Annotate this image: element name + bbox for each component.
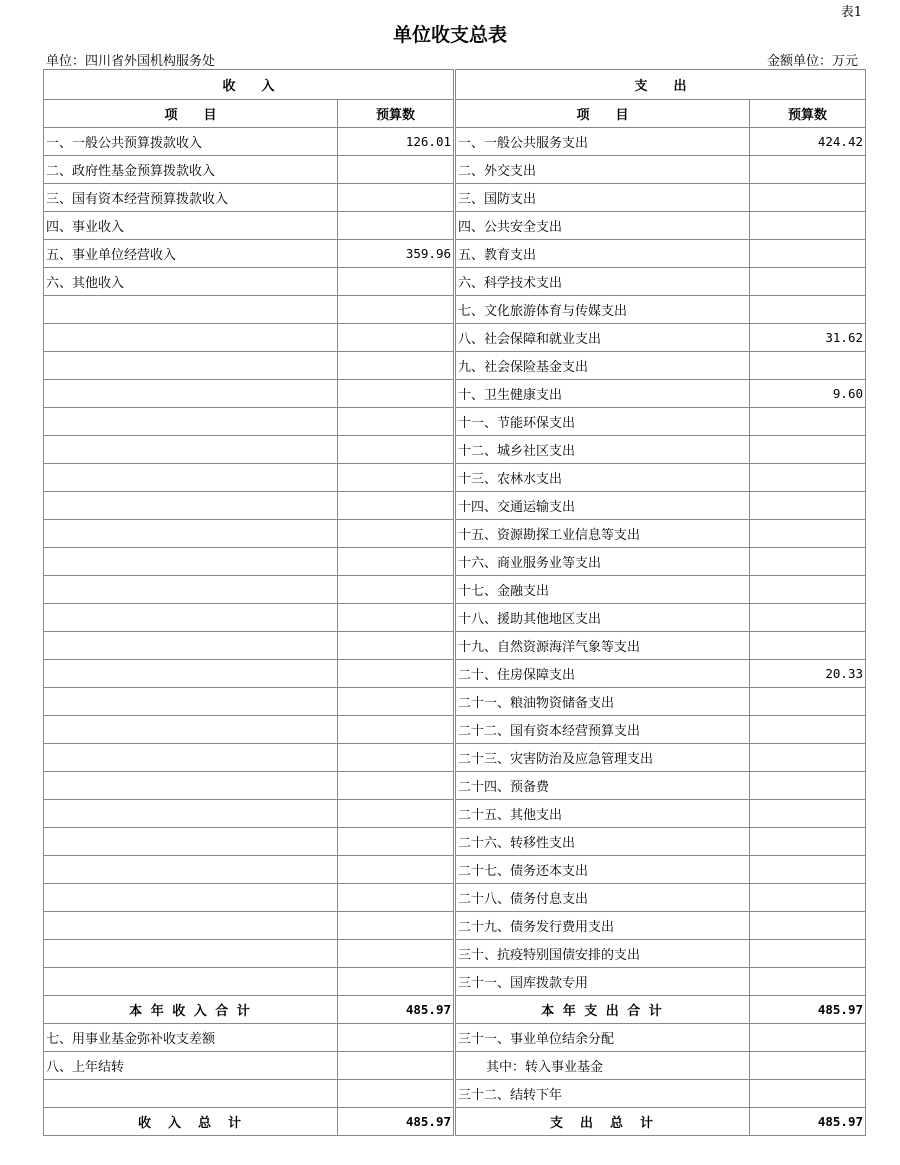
income-row [44, 856, 454, 884]
expense-row [456, 352, 866, 380]
income-table [43, 69, 454, 1136]
income-extra-row-item: 八、上年结转 [44, 1052, 338, 1080]
income-row-item [44, 520, 338, 548]
expense-row-item: 二十九、债务发行费用支出 [456, 912, 750, 940]
income-row-value [338, 520, 454, 548]
income-year-total-item: 本 年 收 入 合 计 [44, 996, 338, 1024]
expense-row [456, 912, 866, 940]
income-row-value [338, 716, 454, 744]
expense-row-item: 十四、交通运输支出 [456, 492, 750, 520]
expense-row-item: 十二、城乡社区支出 [456, 436, 750, 464]
income-row-value [338, 408, 454, 436]
expense-row-item: 九、社会保险基金支出 [456, 352, 750, 380]
income-row-item [44, 716, 338, 744]
income-row-item [44, 352, 338, 380]
income-row [44, 184, 454, 212]
income-row [44, 324, 454, 352]
income-row-item: 三、国有资本经营预算拨款收入 [44, 184, 338, 212]
expense-row-item: 二十三、灾害防治及应急管理支出 [456, 744, 750, 772]
expense-extra-row-item: 三十一、事业单位结余分配 [456, 1024, 750, 1052]
income-row [44, 464, 454, 492]
income-row-value [338, 436, 454, 464]
income-row [44, 352, 454, 380]
expense-row-item: 十三、农林水支出 [456, 464, 750, 492]
expense-grand-total-value: 485.97 [750, 1108, 866, 1136]
expense-row-item: 十一、节能环保支出 [456, 408, 750, 436]
income-row [44, 268, 454, 296]
expense-row [456, 884, 866, 912]
expense-row-value [750, 744, 866, 772]
expense-row-item: 二十六、转移性支出 [456, 828, 750, 856]
expense-row-value [750, 240, 866, 268]
expense-row [456, 324, 866, 352]
expense-extra-row [456, 1080, 866, 1108]
expense-row [456, 660, 866, 688]
expense-year-total-item: 本 年 支 出 合 计 [456, 996, 750, 1024]
expense-half [455, 69, 865, 1136]
income-row [44, 548, 454, 576]
expense-row-item: 十九、自然资源海洋气象等支出 [456, 632, 750, 660]
income-row-value [338, 380, 454, 408]
expense-row-value [750, 156, 866, 184]
expense-row-value [750, 352, 866, 380]
expense-section-header: 支 出 [456, 70, 866, 100]
expense-col-budget: 预算数 [750, 100, 866, 128]
income-row-item [44, 828, 338, 856]
expense-row-value [750, 604, 866, 632]
expense-row-item: 二、外交支出 [456, 156, 750, 184]
income-row [44, 212, 454, 240]
expense-row [456, 520, 866, 548]
income-row-item: 二、政府性基金预算拨款收入 [44, 156, 338, 184]
income-row [44, 940, 454, 968]
income-row-value [338, 492, 454, 520]
income-row-item [44, 464, 338, 492]
income-row-value [338, 968, 454, 996]
income-row-item [44, 856, 338, 884]
expense-row [456, 632, 866, 660]
income-row-item [44, 772, 338, 800]
expense-row-item: 二十五、其他支出 [456, 800, 750, 828]
income-row [44, 884, 454, 912]
expense-row-value [750, 912, 866, 940]
income-row-item [44, 968, 338, 996]
income-row-item [44, 436, 338, 464]
expense-row-value [750, 772, 866, 800]
income-extra-row-item [44, 1080, 338, 1108]
income-grand-total [44, 1108, 454, 1136]
page-title: 单位收支总表 [392, 24, 507, 46]
expense-row [456, 212, 866, 240]
income-row-item [44, 492, 338, 520]
income-row-value: 359.96 [338, 240, 454, 268]
expense-row-value [750, 632, 866, 660]
expense-row [456, 492, 866, 520]
expense-row [456, 380, 866, 408]
expense-row [456, 828, 866, 856]
income-row-item [44, 912, 338, 940]
income-row-item [44, 296, 338, 324]
expense-row-item: 三十、抗疫特别国债安排的支出 [456, 940, 750, 968]
expense-year-total [456, 996, 866, 1024]
expense-row-value: 20.33 [750, 660, 866, 688]
income-row [44, 632, 454, 660]
expense-row-value [750, 520, 866, 548]
income-row-item [44, 688, 338, 716]
income-row-value [338, 296, 454, 324]
income-row-value [338, 828, 454, 856]
expense-row [456, 128, 866, 156]
expense-row [456, 940, 866, 968]
expense-row-item: 十八、援助其他地区支出 [456, 604, 750, 632]
income-row-value [338, 324, 454, 352]
income-extra-row [44, 1024, 454, 1052]
income-row-item [44, 604, 338, 632]
expense-row-value [750, 856, 866, 884]
expense-row-value [750, 968, 866, 996]
income-row-item [44, 408, 338, 436]
income-col-item: 项 目 [44, 100, 338, 128]
income-row-value [338, 772, 454, 800]
income-row-value [338, 660, 454, 688]
expense-row [456, 688, 866, 716]
expense-row-item: 十六、商业服务业等支出 [456, 548, 750, 576]
expense-row-item: 一、一般公共服务支出 [456, 128, 750, 156]
income-row-value [338, 744, 454, 772]
income-row [44, 660, 454, 688]
income-row-value [338, 576, 454, 604]
income-extra-row-item: 七、用事业基金弥补收支差额 [44, 1024, 338, 1052]
income-row-item [44, 660, 338, 688]
income-row-item [44, 324, 338, 352]
expense-row [456, 296, 866, 324]
expense-row [456, 576, 866, 604]
expense-grand-total-item: 支 出 总 计 [456, 1108, 750, 1136]
expense-row-value: 424.42 [750, 128, 866, 156]
expense-row [456, 268, 866, 296]
expense-row-value [750, 268, 866, 296]
expense-row-item: 二十八、债务付息支出 [456, 884, 750, 912]
expense-table [455, 69, 866, 1136]
income-row [44, 296, 454, 324]
expense-extra-row-value [750, 1024, 866, 1052]
income-extra-row-value [338, 1080, 454, 1108]
expense-row-value [750, 548, 866, 576]
expense-row-value [750, 800, 866, 828]
income-row-value [338, 352, 454, 380]
income-row [44, 772, 454, 800]
expense-row [456, 464, 866, 492]
expense-row-value [750, 716, 866, 744]
expense-row-value [750, 940, 866, 968]
income-row [44, 744, 454, 772]
income-row [44, 968, 454, 996]
unit-label: 单位：四川省外国机构服务处 [46, 54, 216, 69]
income-row-item [44, 632, 338, 660]
expense-row-value [750, 212, 866, 240]
expense-row-value [750, 828, 866, 856]
income-row-item [44, 744, 338, 772]
income-row-value: 126.01 [338, 128, 454, 156]
income-row [44, 716, 454, 744]
income-row-item: 六、其他收入 [44, 268, 338, 296]
expense-row [456, 240, 866, 268]
expense-row-value: 31.62 [750, 324, 866, 352]
expense-row-item: 四、公共安全支出 [456, 212, 750, 240]
income-row [44, 156, 454, 184]
expense-row [456, 772, 866, 800]
expense-col-item: 项 目 [456, 100, 750, 128]
income-section-header: 收 入 [44, 70, 454, 100]
income-extra-row [44, 1052, 454, 1080]
income-row-item [44, 380, 338, 408]
income-row-value [338, 856, 454, 884]
expense-row-value: 9.60 [750, 380, 866, 408]
income-row-value [338, 156, 454, 184]
income-grand-total-value: 485.97 [338, 1108, 454, 1136]
expense-extra-row-value [750, 1052, 866, 1080]
expense-row [456, 744, 866, 772]
expense-row [456, 156, 866, 184]
money-unit-label: 金额单位：万元 [766, 54, 858, 69]
income-row [44, 604, 454, 632]
expense-row-value [750, 184, 866, 212]
expense-row-item: 七、文化旅游体育与传媒支出 [456, 296, 750, 324]
income-row [44, 492, 454, 520]
table-number-label: 表1 [840, 5, 862, 20]
expense-row-value [750, 296, 866, 324]
income-row-value [338, 940, 454, 968]
expense-row-value [750, 464, 866, 492]
expense-row-item: 十七、金融支出 [456, 576, 750, 604]
expense-row [456, 548, 866, 576]
expense-row-item: 二十、住房保障支出 [456, 660, 750, 688]
expense-row-item: 三十一、国库拨款专用 [456, 968, 750, 996]
expense-row-item: 十五、资源勘探工业信息等支出 [456, 520, 750, 548]
expense-row [456, 968, 866, 996]
expense-row [456, 184, 866, 212]
income-col-budget: 预算数 [338, 100, 454, 128]
expense-row [456, 436, 866, 464]
income-row-value [338, 184, 454, 212]
expense-row [456, 800, 866, 828]
expense-row-value [750, 688, 866, 716]
income-row [44, 128, 454, 156]
income-row-value [338, 548, 454, 576]
expense-grand-total [456, 1108, 866, 1136]
expense-row-value [750, 436, 866, 464]
expense-row-item: 二十二、国有资本经营预算支出 [456, 716, 750, 744]
expense-row [456, 604, 866, 632]
income-row-item: 四、事业收入 [44, 212, 338, 240]
expense-row-item: 六、科学技术支出 [456, 268, 750, 296]
income-row-value [338, 912, 454, 940]
income-row [44, 688, 454, 716]
income-row [44, 800, 454, 828]
expense-row-item: 二十四、预备费 [456, 772, 750, 800]
income-row-item [44, 548, 338, 576]
income-row [44, 436, 454, 464]
income-row-item [44, 800, 338, 828]
income-half [43, 69, 453, 1136]
income-row-value [338, 688, 454, 716]
expense-row-value [750, 492, 866, 520]
income-row-value [338, 604, 454, 632]
income-row-value [338, 268, 454, 296]
income-row-value [338, 464, 454, 492]
income-row-value [338, 800, 454, 828]
income-row [44, 408, 454, 436]
expense-row-item: 八、社会保障和就业支出 [456, 324, 750, 352]
expense-row-item: 五、教育支出 [456, 240, 750, 268]
income-row-item: 一、一般公共预算拨款收入 [44, 128, 338, 156]
income-row [44, 520, 454, 548]
expense-row-item: 二十七、债务还本支出 [456, 856, 750, 884]
expense-row [456, 408, 866, 436]
income-row-item [44, 940, 338, 968]
expense-row-value [750, 576, 866, 604]
income-extra-row [44, 1080, 454, 1108]
income-row [44, 828, 454, 856]
expense-extra-row-value [750, 1080, 866, 1108]
expense-row [456, 856, 866, 884]
income-row-value [338, 212, 454, 240]
income-row-value [338, 884, 454, 912]
income-row [44, 912, 454, 940]
income-row [44, 380, 454, 408]
income-year-total [44, 996, 454, 1024]
expense-row-value [750, 884, 866, 912]
expense-extra-row [456, 1024, 866, 1052]
expense-row-item: 二十一、粮油物资储备支出 [456, 688, 750, 716]
expense-year-total-value: 485.97 [750, 996, 866, 1024]
expense-row [456, 716, 866, 744]
expense-row-item: 十、卫生健康支出 [456, 380, 750, 408]
expense-extra-row-item: 其中：转入事业基金 [456, 1052, 750, 1080]
expense-extra-row [456, 1052, 866, 1080]
income-row-value [338, 632, 454, 660]
expense-row-value [750, 408, 866, 436]
expense-extra-row-item: 三十二、结转下年 [456, 1080, 750, 1108]
income-grand-total-item: 收 入 总 计 [44, 1108, 338, 1136]
income-row-item [44, 576, 338, 604]
income-row-item [44, 884, 338, 912]
income-year-total-value: 485.97 [338, 996, 454, 1024]
expense-row-item: 三、国防支出 [456, 184, 750, 212]
income-row [44, 240, 454, 268]
income-row [44, 576, 454, 604]
income-extra-row-value [338, 1024, 454, 1052]
income-extra-row-value [338, 1052, 454, 1080]
income-row-item: 五、事业单位经营收入 [44, 240, 338, 268]
